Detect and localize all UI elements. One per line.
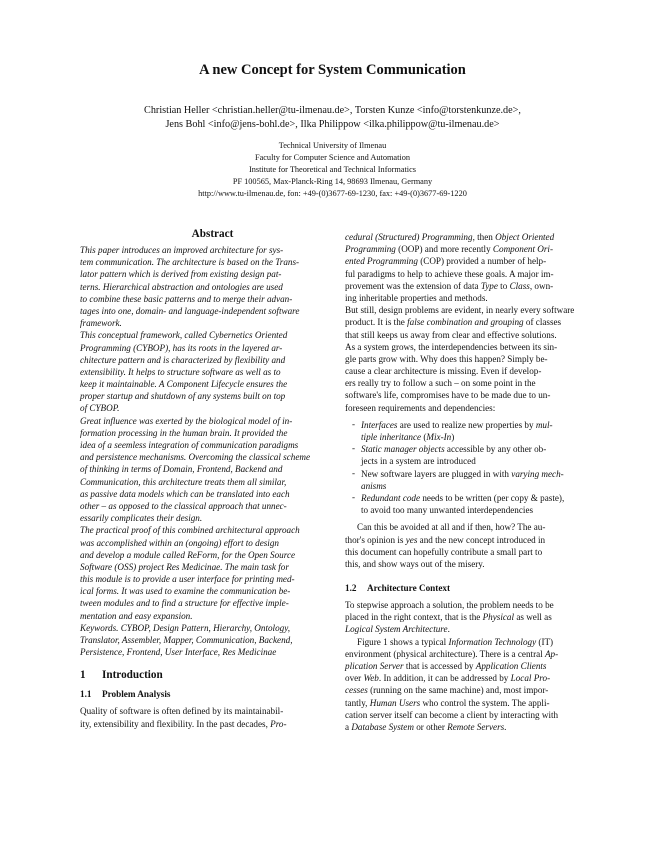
body-text: As a system grows, the interdependencies between its sin-: [345, 341, 558, 352]
body-text: Can this be avoided at all and if then, how? The au-: [357, 522, 546, 533]
body-text-italic: plication Server: [345, 661, 404, 671]
body-text: or other: [413, 721, 448, 732]
section-title: Introduction: [102, 669, 163, 682]
body-text: are used to realize new properties by: [397, 419, 536, 430]
abstract-line: Translator, Assembler, Mapper, Communication, Backend,: [80, 635, 293, 645]
list-item: [345, 443, 600, 467]
body-line: [345, 684, 600, 696]
abstract-line: keep it maintainable. A Component Lifecycle ensures the: [80, 379, 288, 390]
author-line: Jens Bohl <info@jens-bohl.de>, Ilka Philippow <ilka.philippow@tu-ilmenau.de>: [165, 119, 500, 130]
body-text: that still keeps us away from clear and effective solutions.: [345, 329, 557, 340]
right-column: [345, 231, 600, 733]
body-text-italic: Programming: [345, 244, 396, 255]
section-heading-introduction: [80, 667, 345, 683]
body-line: [345, 329, 600, 341]
subsection-number: 1.1: [80, 689, 92, 700]
body-line: [345, 231, 600, 243]
body-line: [345, 365, 600, 377]
body-line: [361, 504, 600, 516]
abstract-line: Keywords. CYBOP, Design Pattern, Hierarchy, Ontology,: [80, 622, 291, 633]
body-text-italic: Human Users: [369, 697, 421, 708]
body-line: [345, 304, 600, 316]
abstract-body: [80, 244, 345, 658]
body-text: (IT): [536, 636, 554, 647]
body-line: [345, 280, 600, 292]
abstract-line: Great influence was exerted by the biological model of in-: [80, 415, 293, 426]
body-text: software's life, compromises have to be made due to un-: [345, 390, 551, 401]
body-text: a: [345, 721, 352, 732]
body-text: ): [451, 432, 455, 442]
body-text: ity, extensibility and flexibility. In the past decades,: [80, 718, 271, 729]
body-line: [345, 534, 600, 546]
body-line: [345, 316, 600, 328]
architecture-context-body: [345, 599, 600, 733]
body-text: cause a clear architecture is missing. Even if develop-: [345, 366, 542, 377]
body-line: [361, 455, 600, 467]
body-text-italic: Application Clients: [475, 661, 547, 671]
body-text: placed in the right context, that is the: [345, 612, 483, 623]
list-bullet-dash: -: [352, 418, 356, 429]
body-text-italic: false combination and grouping: [407, 317, 524, 328]
abstract-heading: Abstract: [191, 228, 234, 240]
abstract-line: was accomplished within an (ongoing) effort to design: [80, 537, 279, 548]
list-bullet-dash: -: [352, 443, 356, 454]
body-text-italic: Class: [509, 280, 530, 291]
body-text: tantly,: [345, 697, 370, 708]
body-line: [345, 292, 600, 304]
abstract-line: Persistence, Frontend, User Interface, Res Medicinae: [80, 647, 277, 658]
abstract-line: and persistence mechanisms. Overcoming the classical scheme: [80, 452, 311, 463]
affiliation-line: http://www.tu-ilmenau.de, fon: +49-(0)3677-69-1230, fax: +49-(0)3677-69-1220: [198, 189, 467, 199]
body-line: [361, 419, 600, 431]
body-text-italic: Component Ori-: [492, 244, 553, 255]
affiliation-line: Technical University of Ilmenau: [278, 141, 387, 150]
body-text-italic: varying mech-: [511, 468, 564, 479]
body-line: [345, 546, 600, 558]
abstract-line: The practical proof of this combined architectural approach: [80, 525, 300, 536]
body-line: [345, 268, 600, 280]
abstract-line: This conceptual framework, called Cybernetics Oriented: [80, 330, 288, 341]
body-text-italic: Type: [480, 280, 498, 291]
list-bullet-dash: -: [352, 467, 356, 478]
body-line: [345, 599, 600, 611]
body-text: . In addition, it can be addressed by: [378, 673, 511, 684]
left-column: [80, 226, 345, 730]
affiliation-line: Faculty for Computer Science and Automation: [254, 153, 411, 163]
subsection-title: Problem Analysis: [102, 689, 171, 700]
abstract-line: of CYBOP.: [80, 403, 120, 414]
abstract-line: proper startup and shutdown of any systems built on top: [80, 391, 286, 402]
abstract-line: tem communication. The architecture is based on the Trans-: [80, 257, 300, 268]
affiliation-block: [0, 140, 665, 200]
problem-analysis-conclusion: [345, 521, 600, 570]
affiliation-line: PF 100565, Max-Planck-Ring 14, 98693 Ilmenau, Germany: [232, 177, 433, 187]
abstract-line: lator pattern which is derived from existing design pat-: [80, 269, 282, 280]
abstract-line: mentation and easy expansion.: [80, 610, 193, 621]
body-text-italic: Ap-: [544, 648, 559, 659]
body-text-italic: yes: [405, 534, 418, 545]
subsection-title: Architecture Context: [367, 583, 451, 594]
abstract-line: tween modules and to find a structure for effective imple-: [80, 598, 289, 609]
body-line: [345, 672, 600, 684]
body-text-italic: Redundant code: [361, 492, 421, 503]
body-text-italic: cedural (Structured) Programming: [345, 232, 473, 242]
body-line: [345, 660, 600, 672]
body-line: [345, 255, 600, 267]
body-text: ing inheritable properties and methods.: [345, 292, 488, 303]
abstract-line: formation processing in the human brain. It provided the: [80, 427, 288, 438]
body-text: this document can hopefully contribute a small part to: [345, 546, 543, 557]
abstract-line: tages into one, domain- and language-independent software: [80, 305, 300, 316]
list-item: [345, 492, 600, 516]
subsection-number: 1.2: [345, 583, 357, 594]
abstract-line: This paper introduces an improved architecture for sys-: [80, 245, 284, 255]
abstract-line: Communication, this architecture treats them all similar,: [80, 476, 287, 487]
abstract-line: ical forms. It was used to examine the communication be-: [80, 586, 291, 597]
abstract-line: Software (OSS) project Res Medicinae. The main task for: [80, 561, 289, 572]
body-text: , own-: [529, 280, 554, 291]
body-line: [345, 243, 600, 255]
body-line: [345, 377, 600, 389]
body-text: ers really try to follow a such – on some point in the: [345, 378, 536, 389]
body-text-italic: Web: [363, 673, 379, 684]
body-line: [361, 468, 600, 480]
body-line: Quality of software is often defined by its maintainabil-: [80, 706, 284, 717]
list-item: [345, 468, 600, 492]
author-line: Christian Heller <christian.heller@tu-ilmenau.de>, Torsten Kunze <info@torstenkunze.de>,: [144, 105, 521, 116]
body-line: [345, 521, 600, 533]
body-text: cation server itself can become a client by interacting with: [345, 709, 559, 720]
body-text: (: [421, 432, 427, 442]
abstract-line: Programming (CYBOP), has its roots in the layered ar-: [80, 342, 283, 353]
body-line: [345, 341, 600, 353]
body-text-italic: Pro-: [270, 718, 287, 729]
body-line: [345, 353, 600, 365]
body-text: thor's opinion is: [345, 534, 406, 545]
body-text-italic: anisms: [361, 480, 387, 491]
body-text-italic: tiple inheritance: [361, 432, 422, 442]
abstract-line: idea of a seemless integration of communication paradigms: [80, 440, 299, 450]
abstract-line: to combine these basic patterns and to merge their advan-: [80, 293, 293, 304]
body-text: to: [497, 280, 510, 291]
body-text-italic: Static manager objects: [361, 444, 445, 455]
body-text: product. It is the: [345, 317, 408, 328]
body-line: [361, 443, 600, 455]
body-text: that is accessed by: [403, 661, 476, 671]
list-bullet-dash: -: [352, 491, 356, 502]
problem-analysis-continued: [345, 231, 600, 414]
body-text: of classes: [523, 317, 562, 328]
abstract-line: framework.: [80, 318, 122, 329]
body-line: [345, 558, 600, 570]
body-line: [345, 611, 600, 623]
body-text-italic: Logical System Architecture: [345, 624, 448, 635]
body-line: [345, 697, 600, 709]
abstract-line: and develop a module called ReForm, for the Open Source: [80, 549, 296, 560]
list-item: [345, 419, 600, 443]
abstract-line: of thinking in terms of Domain, Frontend, Backend and: [80, 464, 283, 475]
body-text: jects in a system are introduced: [361, 456, 476, 467]
body-text: accessible by any other ob-: [444, 444, 547, 455]
body-text: But still, design problems are evident, in nearly every software: [345, 305, 575, 316]
body-text: gle parts grow with. Why does this happen? Simply be-: [345, 353, 548, 364]
body-text: needs to be written (per copy & paste),: [420, 492, 565, 503]
paper-title: A new Concept for System Communication: [199, 62, 466, 78]
body-line: [345, 402, 600, 414]
body-line: [345, 623, 600, 635]
body-line: [345, 648, 600, 660]
body-text: ful paradigms to help to achieve these goals. A major im-: [345, 268, 554, 279]
abstract-line: this module is to provide a user interface for printing med-: [80, 574, 295, 585]
body-text: (running on the same machine) and, most impor-: [367, 685, 549, 696]
body-text-italic: Remote Servers: [447, 721, 505, 732]
body-text: over: [345, 673, 364, 684]
body-text: , then: [472, 232, 496, 242]
abstract-line: other – as opposed to the classical approach that unnec-: [80, 500, 287, 511]
body-text-italic: Database System: [351, 721, 414, 732]
affiliation-line: Institute for Theoretical and Technical Informatics: [248, 165, 417, 175]
body-text: this, and show ways out of the misery.: [345, 558, 485, 569]
body-line: [361, 492, 600, 504]
body-text-italic: mul-: [535, 419, 553, 430]
body-text: provement was the extension of data: [345, 280, 481, 291]
abstract-line: extensibility. It helps to structure software as well as to: [80, 366, 281, 377]
body-text: foreseen requirements and dependencies:: [345, 402, 496, 413]
body-line: [80, 718, 345, 730]
body-text-italic: Mix-In: [426, 432, 452, 442]
abstract-line: as passive data models which can be translated into each: [80, 488, 290, 499]
body-text: who control the system. The appli-: [420, 697, 550, 708]
author-list: [0, 104, 665, 132]
body-text: environment (physical architecture). There is a central: [345, 648, 545, 659]
abstract-line: chitecture pattern and is characterized by flexibility and: [80, 354, 286, 365]
body-text-italic: Local Pro-: [510, 673, 551, 684]
body-text-italic: Physical: [482, 612, 515, 623]
body-text: .: [504, 721, 507, 732]
body-line: [345, 636, 600, 648]
body-text: as well as: [514, 612, 552, 623]
section-number: 1: [80, 669, 86, 682]
body-text-italic: Information Technology: [448, 636, 537, 647]
body-text: and the new concept introduced in: [417, 534, 546, 545]
body-text-italic: ented Programming: [345, 256, 418, 267]
issue-list: [345, 419, 600, 517]
body-text: New software layers are plugged in with: [361, 468, 512, 479]
body-text: to avoid too many unwanted interdependencies: [361, 505, 534, 516]
abstract-line: essarily complicates their design.: [80, 513, 203, 524]
body-line: [345, 721, 600, 733]
body-line: [345, 709, 600, 721]
body-text: Figure 1 shows a typical: [357, 636, 449, 647]
body-text-italic: Object Oriented: [495, 232, 555, 242]
body-text-italic: Interfaces: [361, 419, 398, 430]
body-text: (COP) provided a number of help-: [417, 256, 547, 267]
abstract-line: terns. Hierarchical abstraction and ontologies are used: [80, 281, 283, 292]
body-line: [361, 431, 600, 443]
subsection-heading-architecture-context: [345, 581, 600, 595]
body-line: [345, 389, 600, 401]
body-line: [361, 480, 600, 492]
body-text: .: [447, 624, 450, 635]
body-text-italic: cesses: [345, 685, 368, 696]
body-text: (OOP) and more recently: [395, 244, 493, 255]
body-text: To stepwise approach a solution, the problem needs to be: [345, 600, 554, 611]
subsection-heading-problem-analysis: [80, 687, 345, 701]
